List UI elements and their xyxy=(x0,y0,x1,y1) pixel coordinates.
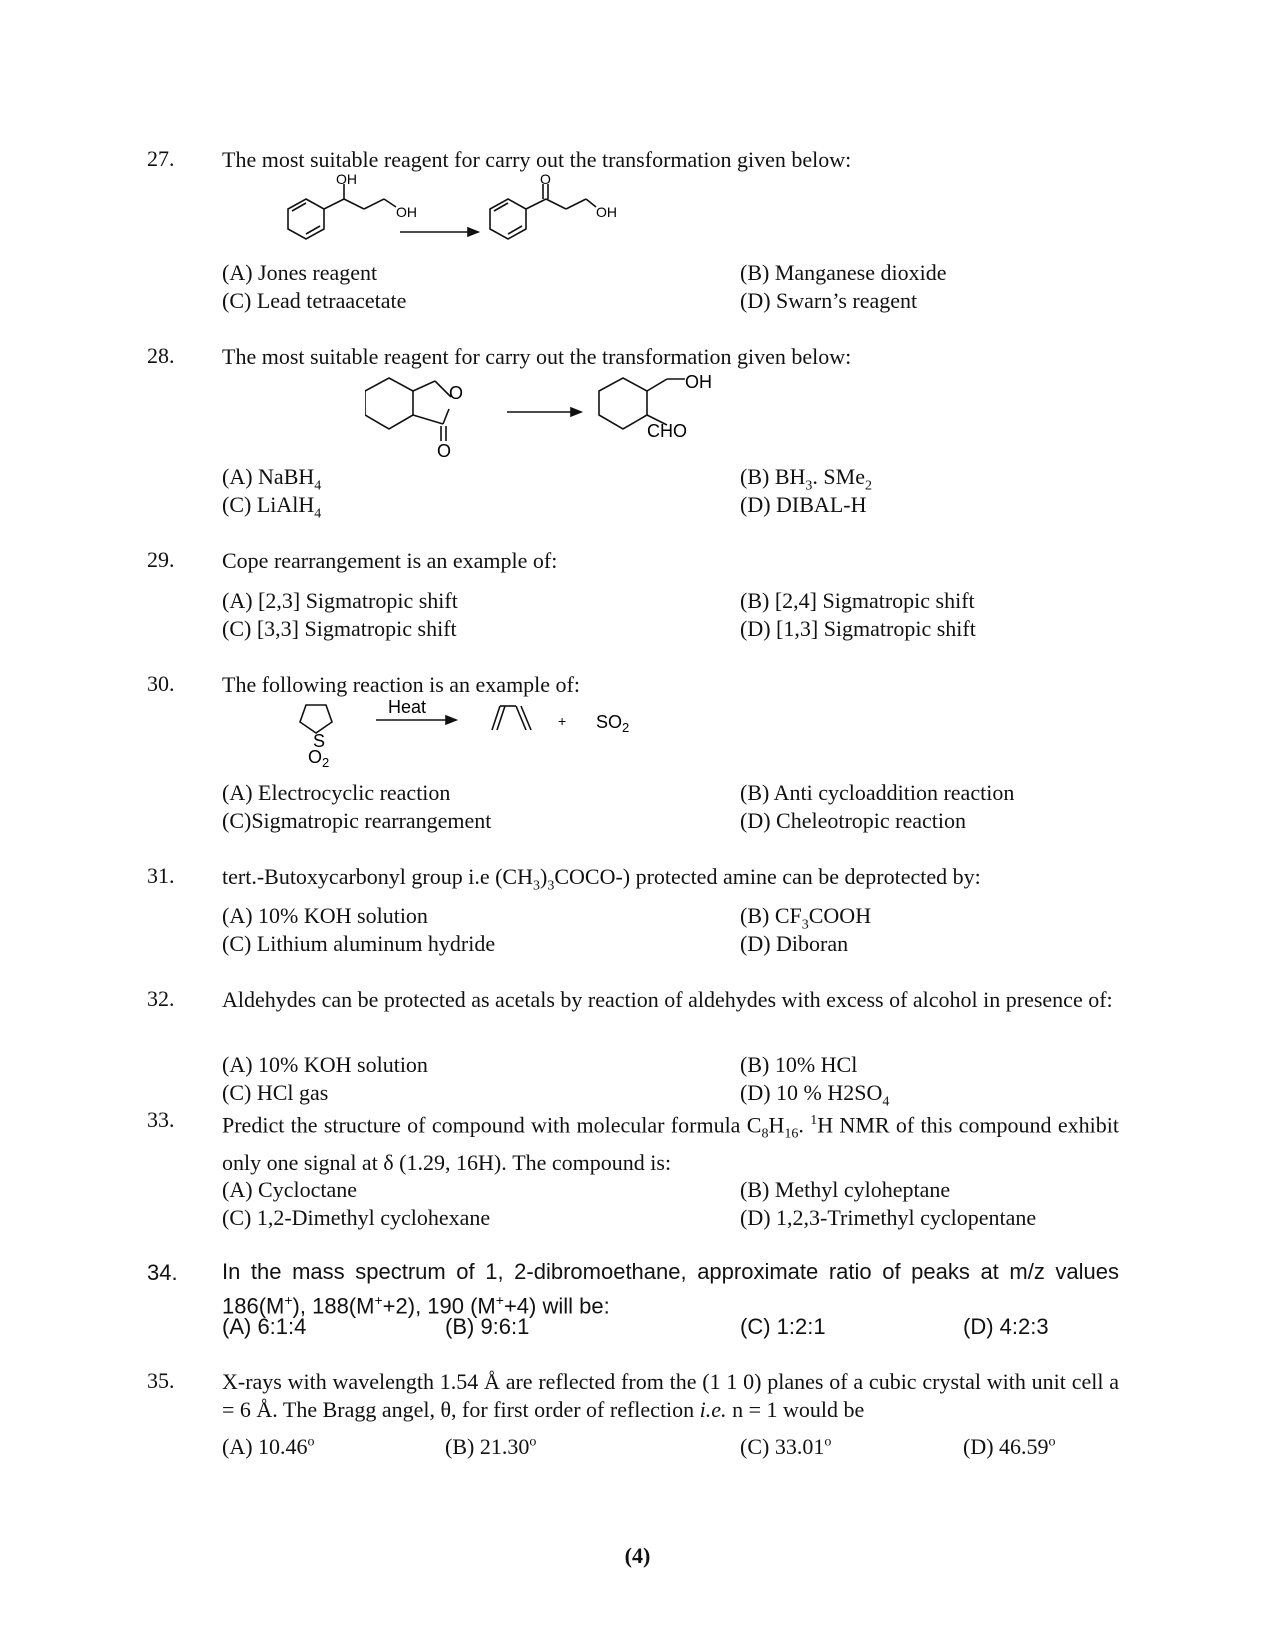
option-c[interactable] xyxy=(222,492,321,522)
subscript: 2 xyxy=(622,720,630,735)
carbonyl-oxygen-label: O xyxy=(437,441,452,461)
stem-text: X-rays with wavelength 1.54 Å are reflected from the (1 1 0) planes of a cubic crystal with unit cell a = 6 Å. The Bragg angel, θ, for first order of reflection xyxy=(222,1369,1119,1422)
option-d[interactable]: (D) DIBAL-H xyxy=(740,492,867,517)
degree-sign: o xyxy=(307,1434,315,1450)
option-a[interactable]: (A) 10% KOH solution xyxy=(222,1052,428,1077)
subscript: 2 xyxy=(322,755,330,770)
option-d[interactable]: (D) 4:2:3 xyxy=(963,1314,1049,1339)
stem-text: . xyxy=(798,1112,811,1138)
option-b[interactable]: (B) Methyl cyloheptane xyxy=(740,1177,951,1202)
sulfone-label xyxy=(308,747,329,770)
question-stem: Cope rearrangement is an example of: xyxy=(222,548,558,573)
subscript: 3 xyxy=(801,917,809,933)
superscript: + xyxy=(495,1292,504,1308)
stem-text: In the mass spectrum of 1, 2-dibromoethane, approximate ratio of peaks at m/z values 186(M xyxy=(222,1259,1119,1319)
reaction-scheme-28 xyxy=(365,375,745,475)
question-stem: The most suitable reagent for carry out the transformation given below: xyxy=(222,147,852,172)
question-number: 31. xyxy=(147,863,175,888)
option-c[interactable]: (C) 1,2-Dimethyl cyclohexane xyxy=(222,1205,491,1230)
option-d[interactable]: (D) Diboran xyxy=(740,931,849,956)
option-d[interactable]: (D) 1,2,3-Trimethyl cyclopentane xyxy=(740,1205,1037,1230)
option-c[interactable]: (C)Sigmatropic rearrangement xyxy=(222,808,492,833)
stem-italic: i.e. xyxy=(699,1397,727,1422)
plus-sign: + xyxy=(558,713,567,729)
option-b[interactable]: (B) Manganese dioxide xyxy=(740,260,947,285)
heat-label: Heat xyxy=(388,700,427,717)
question-stem xyxy=(222,1258,1119,1320)
degree-sign: o xyxy=(824,1434,832,1450)
question-stem xyxy=(222,1107,1119,1177)
option-b-text: COOH xyxy=(808,903,872,928)
option-b[interactable] xyxy=(445,1434,536,1460)
option-b[interactable] xyxy=(740,464,872,494)
question-number: 32. xyxy=(147,986,175,1011)
so-text: SO xyxy=(596,712,623,732)
option-b-text: (B) CF xyxy=(740,903,802,928)
option-a[interactable]: (A) [2,3] Sigmatropic shift xyxy=(222,588,458,613)
subscript: 3 xyxy=(547,878,555,894)
oh-label: OH xyxy=(685,375,712,392)
subscript: 3 xyxy=(533,878,540,894)
stem-text: tert.-Butoxycarbonyl group i.e (CH xyxy=(222,864,533,889)
option-d[interactable]: (D) [1,3] Sigmatropic shift xyxy=(740,616,976,641)
question-number: 29. xyxy=(147,547,175,572)
question-stem: The most suitable reagent for carry out the transformation given below: xyxy=(222,344,852,369)
option-d-text: (D) 10 % H2SO xyxy=(740,1080,883,1105)
option-a[interactable]: (A) 6:1:4 xyxy=(222,1314,307,1339)
question-stem: Aldehydes can be protected as acetals by reaction of aldehydes with excess of alcohol in presence of: xyxy=(222,987,1113,1012)
option-b[interactable]: (B) Anti cycloaddition reaction xyxy=(740,780,1015,805)
option-b[interactable] xyxy=(740,903,871,933)
superscript: + xyxy=(374,1292,383,1308)
option-c[interactable]: (C) [3,3] Sigmatropic shift xyxy=(222,616,457,641)
subscript: 3 xyxy=(805,478,813,494)
stem-text: ), 188(M xyxy=(292,1293,375,1319)
question-number: 27. xyxy=(147,146,175,171)
option-c[interactable]: (C) HCl gas xyxy=(222,1080,329,1105)
question-stem: The following reaction is an example of: xyxy=(222,672,580,697)
question-number: 34. xyxy=(147,1260,178,1285)
so2-label xyxy=(596,712,629,735)
option-c[interactable]: (C) Lead tetraacetate xyxy=(222,288,407,313)
option-d[interactable]: (D) Cheleotropic reaction xyxy=(740,808,967,833)
option-a[interactable]: (A) Cycloctane xyxy=(222,1177,357,1202)
question-number: 35. xyxy=(147,1368,175,1393)
stem-text: +4) will be: xyxy=(503,1293,610,1319)
option-b[interactable]: (B) [2,4] Sigmatropic shift xyxy=(740,588,975,613)
option-d-text: (D) 46.59 xyxy=(963,1434,1049,1459)
option-b-text: . SMe xyxy=(812,464,865,489)
degree-sign: o xyxy=(1048,1434,1056,1450)
stem-text: Predict the structure of compound with molecular formula C xyxy=(222,1112,762,1138)
o-label: O xyxy=(540,172,551,187)
cho-label: CHO xyxy=(647,421,687,441)
option-d[interactable] xyxy=(740,1080,889,1110)
oh-label: OH xyxy=(336,172,357,187)
question-stem xyxy=(222,863,1119,900)
superscript: 1 xyxy=(810,1113,818,1128)
subscript: 4 xyxy=(314,506,322,522)
superscript: + xyxy=(284,1292,293,1308)
stem-text: H NMR of this compound exhibit only one signal at δ (1.29, 16H). The compound is: xyxy=(222,1112,1120,1175)
option-a[interactable]: (A) Electrocyclic reaction xyxy=(222,780,451,805)
option-b[interactable]: (B) 10% HCl xyxy=(740,1052,858,1077)
oxygen-text: O xyxy=(308,747,323,767)
sulfur-label: S xyxy=(313,731,326,751)
option-a[interactable] xyxy=(222,1434,315,1460)
option-a[interactable]: (A) Jones reagent xyxy=(222,260,378,285)
subscript: 2 xyxy=(864,478,872,494)
option-d[interactable] xyxy=(963,1434,1056,1460)
reaction-scheme-27 xyxy=(282,172,642,257)
question-stem xyxy=(222,1368,1119,1424)
option-c-text: (C) LiAlH xyxy=(222,492,315,517)
option-a-text: (A) NaBH xyxy=(222,464,315,489)
question-number: 28. xyxy=(147,343,175,368)
subscript: 4 xyxy=(314,478,322,494)
subscript: 16 xyxy=(784,1126,799,1142)
page-number: (4) xyxy=(624,1543,651,1568)
option-c[interactable]: (C) 1:2:1 xyxy=(740,1314,826,1339)
stem-text: COCO-) protected amine can be deprotected by: xyxy=(554,864,981,889)
option-a-text: (A) 10.46 xyxy=(222,1434,308,1459)
stem-text: +2), 190 (M xyxy=(382,1293,496,1319)
stem-text: n = 1 would be xyxy=(726,1397,865,1422)
option-c[interactable]: (C) Lithium aluminum hydride xyxy=(222,931,496,956)
option-b-text: (B) BH xyxy=(740,464,806,489)
oh-label: OH xyxy=(596,204,617,220)
option-b[interactable]: (B) 9:6:1 xyxy=(445,1314,530,1339)
subscript: 8 xyxy=(761,1126,769,1142)
degree-sign: o xyxy=(529,1434,537,1450)
stem-text: H xyxy=(768,1112,785,1138)
option-d[interactable]: (D) Swarn’s reagent xyxy=(740,288,918,313)
option-b-text: (B) 21.30 xyxy=(445,1434,530,1459)
option-c[interactable] xyxy=(740,1434,831,1460)
option-a[interactable] xyxy=(222,464,321,494)
subscript: 4 xyxy=(882,1094,890,1110)
question-number: 33. xyxy=(147,1107,175,1132)
option-c-text: (C) 33.01 xyxy=(740,1434,825,1459)
option-a[interactable]: (A) 10% KOH solution xyxy=(222,903,428,928)
question-number: 30. xyxy=(147,671,175,696)
oh-label: OH xyxy=(396,204,417,220)
stem-text: ) xyxy=(540,864,548,889)
ring-oxygen-label: O xyxy=(449,383,464,403)
